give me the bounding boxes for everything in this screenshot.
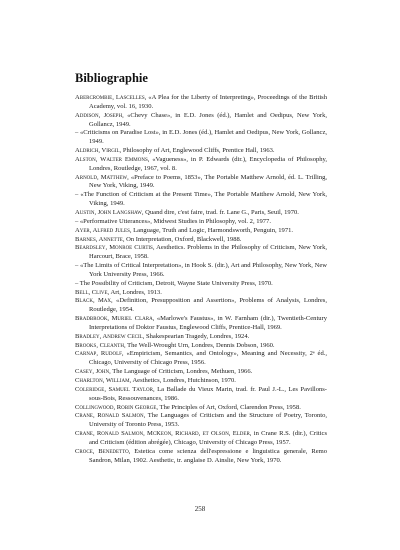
entry-text: «Vagueness», in P. Edwards (dir.), Encyclopedia of Philosophy, Londres, Routledge, 1967, vol. 8.	[89, 155, 327, 172]
entry-text: – «Criticisms on Paradise Lost», in E.D. Jones (éd.), Hamlet and Oedipus, New York, Gollancz, 1949.	[75, 129, 327, 146]
entry-text: – «The Function of Criticism at the Present Time», The Portable Matthew Arnold, New York, Viking, 1949.	[75, 191, 327, 208]
entry-author: Bell, Clive,	[75, 288, 110, 296]
entry-author: Coleridge, Samuel Taylor,	[75, 385, 155, 393]
entry-author: Bradbrook, Muriel Clara,	[75, 315, 155, 323]
entry-text: Aesthetics, Londres, Hutchinson, 1970.	[131, 377, 236, 384]
bibliography-entry	[75, 218, 327, 227]
bibliography-entry	[75, 412, 327, 430]
entry-text: The Principles of Art, Oxford, Clarendon Press, 1958.	[158, 403, 301, 411]
bibliography-entry	[75, 297, 327, 315]
entry-text: – «Performative Utterances», Midwest Studies in Philosophy, vol. 2, 1977.	[75, 217, 271, 225]
entry-text: On Interpretation, Oxford, Blackwell, 1988.	[124, 235, 242, 243]
bibliography-entry	[75, 315, 327, 333]
entry-author: Beardsley, Monroe Curtis,	[75, 244, 155, 252]
entry-text: «Marlowe's Faustus», in W. Farnham (dir.), Twentieth-Century Interpretations of Doktor Faustus, Englewood Cliffs, Prentice-Hall, 1969.	[89, 315, 327, 331]
entry-text: Shakespearian Tragedy, Londres, 1924.	[144, 332, 250, 340]
entry-text: Language, Truth and Logic, Harmondsworth, Penguin, 1971.	[131, 226, 294, 234]
entry-text: «Chevy Chase», in E.D. Jones (éd.), Hamlet and Oedipus, New York, Gollancz, 1949.	[89, 111, 327, 128]
entry-author: Casey, John,	[75, 368, 111, 376]
entry-author: Crane, Ronald Salmon,	[75, 412, 146, 420]
entry-author: Bradley, Andrew Cecil,	[75, 332, 145, 340]
bibliography-entry	[75, 174, 327, 192]
entry-text: The Language of Criticism, Londres, Methuen, 1966.	[110, 368, 253, 376]
entry-author: Brooks, Cleanth,	[75, 341, 126, 349]
entry-text: The Well-Wrought Urn, Londres, Dennis Dobson, 1960.	[125, 341, 275, 349]
entry-author: Croce, Benedetto,	[75, 447, 131, 455]
bibliography-entry	[75, 430, 327, 448]
entry-text: Aesthetics. Problems in the Philosophy of Criticism, New York, Harcourt, Brace, 1958.	[89, 244, 327, 261]
entry-author: Aldrich, Virgil,	[75, 147, 122, 155]
bibliography-entry	[75, 368, 327, 377]
bibliography-entry	[75, 350, 327, 368]
entry-author: Black, Max,	[75, 297, 113, 305]
bibliography-entry	[75, 147, 327, 156]
bibliography-entry	[75, 386, 327, 404]
bibliography-entry	[75, 280, 327, 289]
entry-text: – «The Limits of Critical Interpretation», in Hook S. (dir.), Art and Philosophy, New York, New York University Press, 1966.	[75, 262, 327, 278]
entry-author: Carnap, Rudolf,	[75, 350, 124, 358]
bibliography-entry	[75, 404, 327, 413]
entry-text: – The Possibility of Criticism, Detroit, Wayne State University Press, 1970.	[75, 279, 273, 287]
entry-author: Arnold, Matthew,	[75, 173, 129, 181]
bibliography-entry	[75, 227, 327, 236]
bibliography-entry	[75, 262, 327, 280]
entry-author: Crane, Ronald Salmon, McKeon, Richard, et Olson, Elder,	[75, 430, 252, 438]
entry-author: Ayer, Alfred Jules,	[75, 226, 132, 234]
entry-text: «Preface to Poems, 1853», The Portable Matthew Arnold, éd. L. Trilling, New York, Viking, 1949.	[89, 173, 328, 190]
bibliography-entry	[75, 244, 327, 262]
page-number: 258	[194, 505, 206, 513]
bibliography-entry	[75, 191, 327, 209]
entry-text: La Ballade du Vieux Marin, trad. fr. Paul J.-L., Les Pavillons-sous-Bois, Ressouvenances, 1986.	[89, 385, 327, 402]
section-title: Bibliographie	[75, 71, 148, 85]
entry-author: Collingwood, Robin George,	[75, 403, 159, 411]
entry-text: in Crane R.S. (dir.), Critics and Criticism (édition abrégée), Chicago, University of Chicago Press, 1957.	[89, 430, 327, 446]
entry-author: Austin, John Langshaw,	[75, 208, 144, 216]
bibliography-entry	[75, 209, 327, 218]
entry-text: Philosophy of Art, Englewood Cliffs, Prentice Hall, 1963.	[121, 147, 275, 155]
entry-author: Addison, Joseph,	[75, 111, 124, 119]
entry-text: Estetica come scienza dell'espressione e linguistica generale, Remo Sandron, Milan, 1902. Aesthetic, tr. anglaise D. Ainslie, New York, 1970.	[89, 447, 327, 464]
entry-author: Charlton, William,	[75, 377, 132, 384]
entry-author: Alston, Walter Emmons,	[75, 155, 150, 163]
bibliography-entry	[75, 377, 327, 386]
entry-author: Abercrombie, Lascelles,	[75, 94, 147, 101]
entry-text: «Empiricism, Semantics, and Ontology», Meaning and Necessity, 2ᵉ éd., Chicago, University of Chicago Press, 1956.	[89, 350, 328, 367]
entry-text: «A Plea for the Liberty of Interpreting», Proceedings of the British Academy, vol. 16, 1930.	[89, 94, 327, 110]
entry-text: «Definition, Presupposition and Assertion», Problems of Analysis, Londres, Routledge, 1954.	[89, 297, 327, 314]
bibliography-entry	[75, 112, 327, 130]
bibliography-entry	[75, 342, 327, 351]
bibliography-entry	[75, 129, 327, 147]
bibliography-entry	[75, 156, 327, 174]
entry-author: Barnes, Annette,	[75, 235, 125, 243]
bibliography-entry	[75, 94, 327, 112]
entry-text: The Languages of Criticism and the Structure of Poetry, Toronto, University of Toronto Press, 1953.	[89, 412, 327, 429]
bibliography-entry	[75, 448, 327, 466]
bibliography-entry	[75, 333, 327, 342]
entry-text: Quand dire, c'est faire, trad. fr. Lane G., Paris, Seuil, 1970.	[143, 208, 299, 216]
entry-text: Art, Londres, 1913.	[109, 288, 162, 296]
bibliography-entry	[75, 236, 327, 245]
bibliography-list	[75, 94, 327, 465]
bibliography-entry	[75, 289, 327, 298]
